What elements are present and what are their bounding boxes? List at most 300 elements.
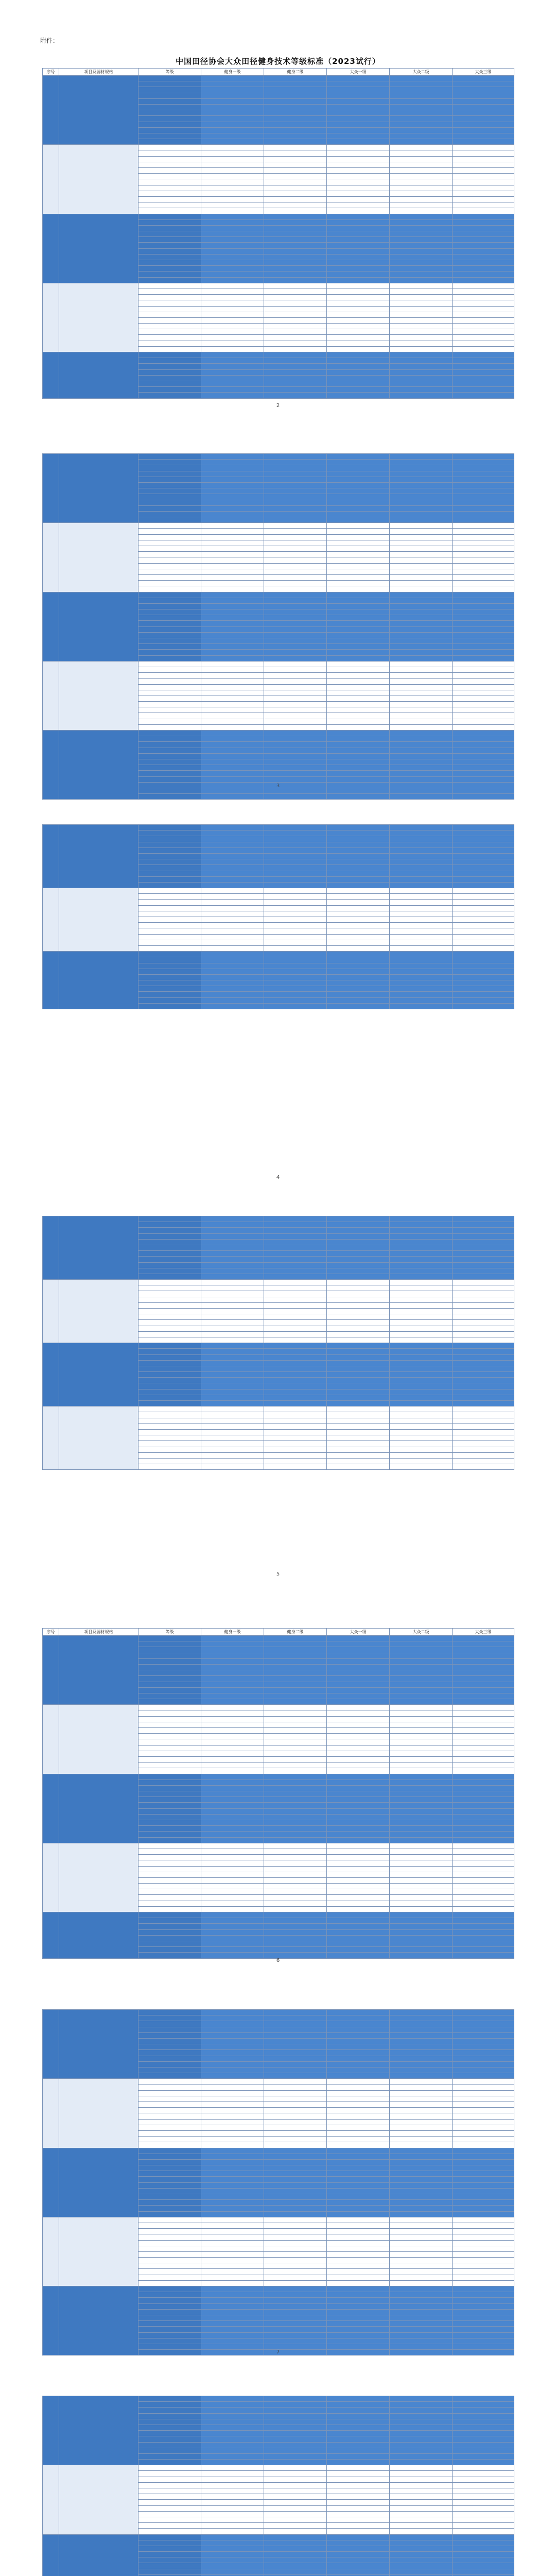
grade-cell	[138, 81, 201, 87]
value-cell	[390, 592, 453, 598]
value-cell	[327, 202, 390, 208]
value-cell	[264, 312, 327, 317]
value-cell	[201, 122, 264, 127]
value-cell	[327, 598, 390, 603]
value-cell	[201, 2460, 264, 2465]
value-cell	[327, 289, 390, 294]
value-cell	[390, 917, 453, 923]
value-cell	[327, 1309, 390, 1314]
value-cell	[201, 1710, 264, 1716]
value-cell	[327, 1710, 390, 1716]
value-cell	[327, 2240, 390, 2246]
value-cell	[390, 1291, 453, 1297]
value-cell	[201, 2165, 264, 2171]
grade-cell	[138, 2534, 201, 2540]
value-cell	[201, 1641, 264, 1647]
value-cell	[327, 952, 390, 957]
value-cell	[264, 765, 327, 771]
value-cell	[327, 324, 390, 329]
value-cell	[390, 1918, 453, 1924]
value-cell	[264, 707, 327, 713]
value-cell	[453, 2280, 514, 2286]
value-cell	[327, 2408, 390, 2413]
value-cell	[453, 859, 514, 865]
value-cell	[390, 842, 453, 848]
value-cell	[390, 1337, 453, 1343]
event-group-cell	[59, 2465, 138, 2534]
grade-cell	[138, 2436, 201, 2442]
value-cell	[390, 2010, 453, 2015]
value-cell	[453, 2396, 514, 2402]
value-cell	[390, 364, 453, 369]
value-cell	[264, 911, 327, 917]
value-cell	[327, 842, 390, 848]
value-cell	[201, 1797, 264, 1803]
value-cell	[201, 540, 264, 546]
grade-cell	[138, 2038, 201, 2044]
event-group-cell	[59, 1843, 138, 1912]
value-cell	[327, 2505, 390, 2511]
value-cell	[201, 1901, 264, 1906]
value-cell	[264, 1849, 327, 1854]
grade-cell	[138, 145, 201, 150]
value-cell	[201, 2280, 264, 2286]
value-cell	[327, 2425, 390, 2430]
value-cell	[453, 2511, 514, 2517]
value-cell	[327, 482, 390, 488]
value-cell	[453, 1929, 514, 1935]
value-cell	[201, 243, 264, 248]
value-cell	[453, 364, 514, 369]
grade-cell	[138, 1320, 201, 1326]
grade-cell	[138, 300, 201, 306]
value-cell	[453, 928, 514, 934]
value-cell	[201, 2027, 264, 2032]
grade-cell	[138, 1354, 201, 1360]
value-cell	[390, 655, 453, 661]
grade-cell	[138, 905, 201, 911]
grade-cell	[138, 2171, 201, 2177]
value-cell	[453, 586, 514, 592]
value-cell	[453, 1676, 514, 1682]
value-cell	[453, 1280, 514, 1285]
value-cell	[453, 1228, 514, 1233]
value-cell	[390, 1716, 453, 1722]
value-cell	[390, 609, 453, 615]
grade-cell	[138, 1676, 201, 1682]
grade-cell	[138, 248, 201, 254]
value-cell	[327, 2396, 390, 2402]
value-cell	[390, 969, 453, 974]
value-cell	[327, 1003, 390, 1009]
value-cell	[327, 277, 390, 283]
value-cell	[453, 387, 514, 393]
grade-cell	[138, 1447, 201, 1452]
value-cell	[453, 1349, 514, 1354]
value-cell	[327, 661, 390, 667]
value-cell	[201, 1309, 264, 1314]
grade-cell	[138, 1884, 201, 1889]
value-cell	[327, 1780, 390, 1785]
value-cell	[327, 836, 390, 842]
value-cell	[390, 1687, 453, 1693]
value-cell	[453, 963, 514, 969]
value-cell	[327, 2159, 390, 2165]
value-cell	[453, 168, 514, 174]
value-cell	[201, 836, 264, 842]
value-cell	[264, 2569, 327, 2574]
value-cell	[390, 381, 453, 386]
value-cell	[390, 2280, 453, 2286]
grade-cell	[138, 2142, 201, 2148]
value-cell	[327, 1641, 390, 1647]
grade-cell	[138, 1314, 201, 1320]
value-cell	[327, 364, 390, 369]
grade-cell	[138, 335, 201, 341]
value-cell	[327, 1860, 390, 1866]
grade-cell	[138, 690, 201, 696]
value-cell	[264, 1780, 327, 1785]
value-cell	[201, 1670, 264, 1676]
value-cell	[201, 2569, 264, 2574]
value-cell	[453, 369, 514, 375]
value-cell	[453, 1366, 514, 1371]
value-cell	[327, 2206, 390, 2211]
value-cell	[264, 387, 327, 393]
column-header: 大众三级	[453, 1629, 514, 1636]
value-cell	[201, 2073, 264, 2079]
value-cell	[201, 1699, 264, 1705]
grade-cell	[138, 540, 201, 546]
value-cell	[264, 1929, 327, 1935]
standards-table	[42, 2396, 514, 2576]
value-cell	[201, 1751, 264, 1756]
value-cell	[453, 581, 514, 586]
value-cell	[264, 1331, 327, 1337]
value-cell	[201, 945, 264, 951]
grade-cell	[138, 917, 201, 923]
value-cell	[201, 260, 264, 266]
table-row	[43, 2396, 514, 2402]
grade-cell	[138, 1378, 201, 1383]
value-cell	[327, 2234, 390, 2240]
value-cell	[264, 358, 327, 364]
value-cell	[201, 375, 264, 381]
event-group-cell	[59, 2010, 138, 2079]
value-cell	[327, 133, 390, 139]
value-cell	[390, 2292, 453, 2298]
value-cell	[453, 1843, 514, 1849]
value-cell	[390, 2275, 453, 2280]
value-cell	[390, 2240, 453, 2246]
value-cell	[264, 2269, 327, 2275]
value-cell	[327, 1274, 390, 1279]
value-cell	[264, 2240, 327, 2246]
value-cell	[390, 638, 453, 644]
value-cell	[327, 1228, 390, 1233]
grade-cell	[138, 1941, 201, 1946]
grade-cell	[138, 324, 201, 329]
value-cell	[453, 2229, 514, 2234]
value-cell	[327, 460, 390, 465]
grade-cell	[138, 1395, 201, 1400]
value-cell	[201, 219, 264, 225]
value-cell	[264, 375, 327, 381]
value-cell	[327, 1791, 390, 1797]
value-cell	[327, 928, 390, 934]
value-cell	[264, 2327, 327, 2332]
grade-cell	[138, 1302, 201, 1308]
value-cell	[264, 2102, 327, 2108]
value-cell	[453, 1378, 514, 1383]
grade-cell	[138, 381, 201, 386]
grade-cell	[138, 1877, 201, 1883]
event-group-cell	[59, 825, 138, 888]
value-cell	[453, 1762, 514, 1768]
value-cell	[390, 1003, 453, 1009]
value-cell	[327, 667, 390, 672]
row-index-cell	[43, 1343, 59, 1406]
value-cell	[264, 214, 327, 219]
value-cell	[390, 1826, 453, 1832]
grade-cell	[138, 2177, 201, 2182]
value-cell	[264, 557, 327, 563]
grade-cell	[138, 615, 201, 621]
value-cell	[264, 1302, 327, 1308]
value-cell	[390, 2032, 453, 2038]
table-row	[43, 2079, 514, 2084]
value-cell	[201, 517, 264, 523]
value-cell	[453, 650, 514, 655]
value-cell	[390, 488, 453, 494]
event-group-cell	[59, 1280, 138, 1343]
value-cell	[327, 2211, 390, 2217]
value-cell	[453, 381, 514, 386]
value-cell	[390, 1866, 453, 1872]
value-cell	[201, 93, 264, 98]
value-cell	[201, 1003, 264, 1009]
value-cell	[453, 1687, 514, 1693]
value-cell	[453, 93, 514, 98]
value-cell	[201, 2061, 264, 2067]
value-cell	[201, 1302, 264, 1308]
value-cell	[201, 917, 264, 923]
value-cell	[390, 2552, 453, 2557]
grade-cell	[138, 393, 201, 398]
value-cell	[390, 272, 453, 277]
grade-cell	[138, 2194, 201, 2200]
value-cell	[390, 494, 453, 500]
grade-cell	[138, 1291, 201, 1297]
value-cell	[264, 225, 327, 231]
value-cell	[264, 1751, 327, 1756]
value-cell	[327, 1814, 390, 1820]
value-cell	[390, 748, 453, 753]
value-cell	[453, 1855, 514, 1860]
value-cell	[201, 753, 264, 759]
value-cell	[327, 139, 390, 145]
grade-cell	[138, 1837, 201, 1843]
grade-cell	[138, 1774, 201, 1780]
value-cell	[327, 1918, 390, 1924]
grade-cell	[138, 2303, 201, 2309]
value-cell	[264, 505, 327, 511]
value-cell	[390, 563, 453, 569]
value-cell	[390, 150, 453, 156]
value-cell	[327, 260, 390, 266]
value-cell	[390, 1941, 453, 1946]
grade-cell	[138, 2465, 201, 2471]
value-cell	[327, 2332, 390, 2338]
grade-cell	[138, 266, 201, 272]
value-cell	[390, 1222, 453, 1228]
value-cell	[453, 2500, 514, 2505]
grade-cell	[138, 243, 201, 248]
grade-cell	[138, 1257, 201, 1262]
value-cell	[390, 1670, 453, 1676]
grade-cell	[138, 1337, 201, 1343]
value-cell	[201, 2217, 264, 2223]
value-cell	[201, 1941, 264, 1946]
value-cell	[201, 1452, 264, 1458]
value-cell	[453, 150, 514, 156]
value-cell	[390, 2182, 453, 2188]
value-cell	[264, 603, 327, 609]
value-cell	[453, 1837, 514, 1843]
grade-cell	[138, 2477, 201, 2482]
value-cell	[327, 603, 390, 609]
value-cell	[327, 1947, 390, 1953]
row-index-cell	[43, 1216, 59, 1280]
value-cell	[201, 1441, 264, 1447]
value-cell	[264, 511, 327, 517]
value-cell	[201, 997, 264, 1003]
value-cell	[327, 2275, 390, 2280]
grade-cell	[138, 2159, 201, 2165]
grade-cell	[138, 2056, 201, 2061]
table-row	[43, 2148, 514, 2154]
value-cell	[453, 191, 514, 196]
grade-cell	[138, 150, 201, 156]
grade-cell	[138, 1435, 201, 1441]
standards-table	[42, 68, 514, 399]
value-cell	[390, 2303, 453, 2309]
value-cell	[453, 2200, 514, 2206]
value-cell	[264, 1251, 327, 1257]
value-cell	[453, 1257, 514, 1262]
value-cell	[327, 1389, 390, 1395]
value-cell	[453, 661, 514, 667]
value-cell	[327, 1877, 390, 1883]
page-number: 7	[276, 2349, 280, 2355]
value-cell	[264, 1774, 327, 1780]
value-cell	[201, 2431, 264, 2436]
value-cell	[390, 1636, 453, 1641]
value-cell	[327, 346, 390, 352]
value-cell	[327, 2108, 390, 2113]
grade-cell	[138, 488, 201, 494]
value-cell	[264, 306, 327, 312]
value-cell	[453, 2471, 514, 2477]
value-cell	[453, 552, 514, 557]
value-cell	[327, 1722, 390, 1727]
value-cell	[327, 1866, 390, 1872]
value-cell	[453, 87, 514, 93]
value-cell	[201, 569, 264, 574]
value-cell	[201, 759, 264, 765]
grade-cell	[138, 231, 201, 237]
value-cell	[327, 98, 390, 104]
value-cell	[264, 2182, 327, 2188]
value-cell	[264, 684, 327, 690]
value-cell	[453, 2206, 514, 2211]
value-cell	[327, 1366, 390, 1371]
value-cell	[453, 2315, 514, 2320]
value-cell	[327, 2546, 390, 2551]
value-cell	[327, 1935, 390, 1941]
value-cell	[201, 300, 264, 306]
value-cell	[453, 156, 514, 162]
value-cell	[201, 1406, 264, 1412]
table-row	[43, 283, 514, 289]
table-row	[43, 1705, 514, 1710]
value-cell	[390, 133, 453, 139]
value-cell	[264, 848, 327, 853]
value-cell	[327, 702, 390, 707]
value-cell	[390, 2148, 453, 2154]
value-cell	[201, 1906, 264, 1912]
value-cell	[264, 957, 327, 963]
value-cell	[327, 957, 390, 963]
value-cell	[201, 162, 264, 167]
value-cell	[264, 1791, 327, 1797]
value-cell	[453, 2113, 514, 2119]
value-cell	[201, 673, 264, 679]
value-cell	[453, 1435, 514, 1441]
row-index-cell	[43, 2217, 59, 2286]
grade-cell	[138, 2010, 201, 2015]
value-cell	[453, 1872, 514, 1877]
value-cell	[327, 1285, 390, 1291]
value-cell	[453, 1803, 514, 1808]
value-cell	[327, 650, 390, 655]
value-cell	[201, 2211, 264, 2217]
grade-cell	[138, 2021, 201, 2027]
value-cell	[264, 1389, 327, 1395]
value-cell	[390, 2073, 453, 2079]
value-cell	[453, 2419, 514, 2425]
value-cell	[453, 917, 514, 923]
grade-cell	[138, 842, 201, 848]
value-cell	[264, 673, 327, 679]
value-cell	[453, 1739, 514, 1745]
grade-cell	[138, 1947, 201, 1953]
value-cell	[390, 1383, 453, 1389]
value-cell	[327, 2056, 390, 2061]
value-cell	[201, 295, 264, 300]
value-cell	[390, 1658, 453, 1664]
value-cell	[264, 1429, 327, 1435]
value-cell	[264, 871, 327, 876]
value-cell	[264, 1326, 327, 1331]
value-cell	[390, 644, 453, 650]
value-cell	[390, 312, 453, 317]
value-cell	[390, 794, 453, 800]
value-cell	[390, 1797, 453, 1803]
table-row	[43, 825, 514, 831]
value-cell	[390, 2436, 453, 2442]
value-cell	[201, 283, 264, 289]
